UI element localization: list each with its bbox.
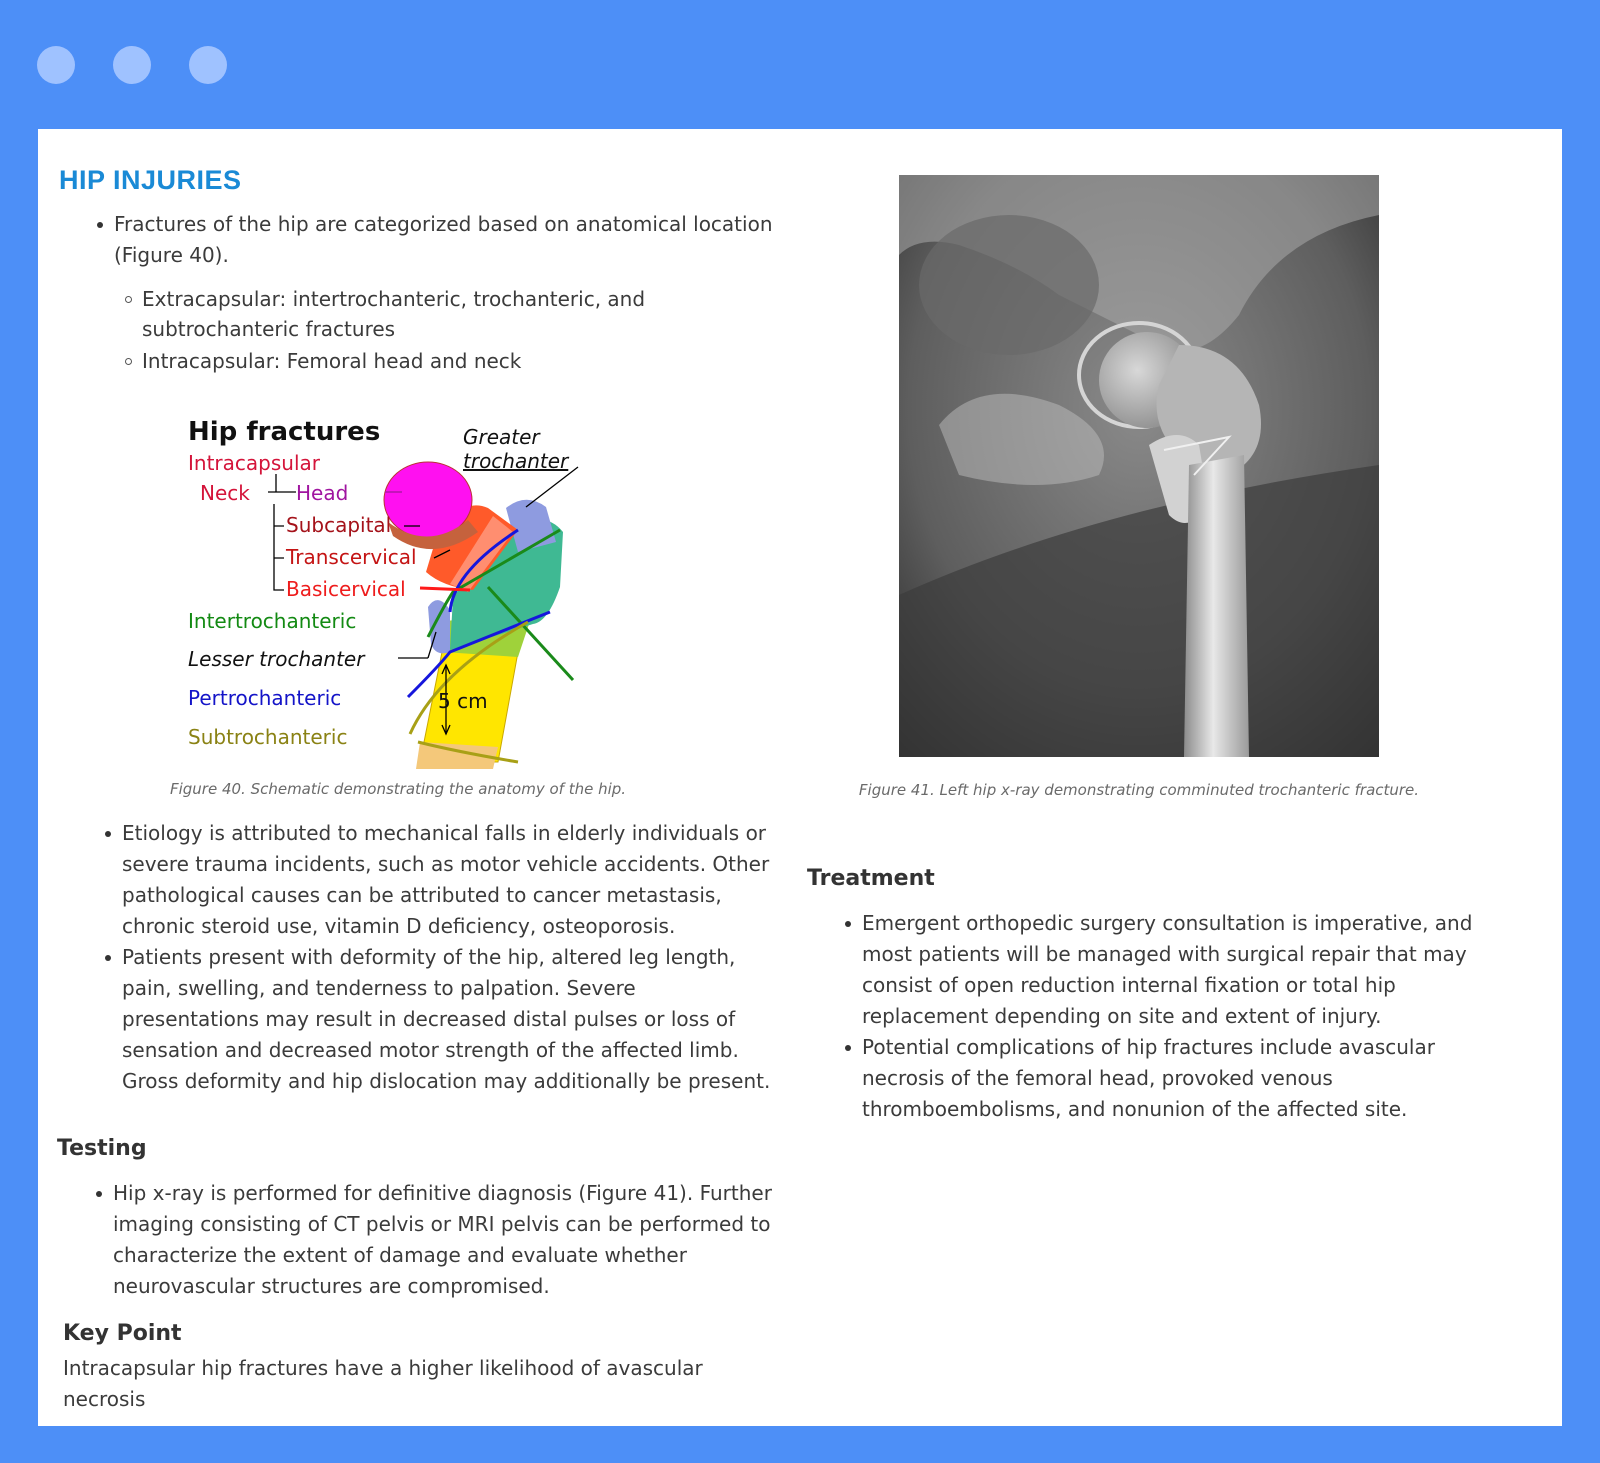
label-intracapsular: Intracapsular bbox=[188, 451, 320, 475]
label-subtrochanteric: Subtrochanteric bbox=[188, 725, 348, 749]
intro-sublist bbox=[142, 284, 662, 376]
key-point-heading: Key Point bbox=[63, 1321, 182, 1346]
label-greater: Greater bbox=[463, 425, 540, 449]
label-intertrochanteric: Intertrochanteric bbox=[188, 609, 357, 633]
list-item: Hip x-ray is performed for definitive diagnosis (Figure 41). Further imaging consisting of CT pelvis or MRI pelvis can be performed to characterize the extent of damage and evaluate whether neurovascular structures are compromised. bbox=[113, 1178, 773, 1302]
schematic-title: Hip fractures bbox=[188, 417, 381, 447]
label-trochanter: trochanter bbox=[463, 449, 569, 473]
label-neck: Neck bbox=[200, 481, 250, 505]
list-item: Intracapsular: Femoral head and neck bbox=[142, 346, 662, 376]
document-page bbox=[38, 129, 1562, 1426]
xray-obturator bbox=[919, 215, 1099, 355]
list-item: Etiology is attributed to mechanical falls in elderly individuals or severe trauma incidents, such as motor vehicle accidents. Other pathological causes can be attributed to cancer metastasis, chronic steroid use, vitamin D deficiency, osteoporosis. bbox=[122, 818, 772, 942]
list-item: Emergent orthopedic surgery consultation is imperative, and most patients will be managed with surgical repair that may consist of open reduction internal fixation or total hip replacement depending on site and extent of injury. bbox=[862, 908, 1522, 1032]
label-transcervical: Transcervical bbox=[286, 545, 417, 569]
xray-femoral-shaft bbox=[1184, 455, 1249, 757]
figure-41-caption: Figure 41. Left hip x-ray demonstrating comminuted trochanteric fracture. bbox=[858, 781, 1420, 799]
label-basicervical: Basicervical bbox=[286, 577, 406, 601]
basicervical-line bbox=[420, 588, 470, 590]
hip-fracture-schematic bbox=[188, 412, 588, 769]
figure-40-caption: Figure 40. Schematic demonstrating the anatomy of the hip. bbox=[169, 780, 627, 798]
close-dot[interactable] bbox=[37, 46, 75, 84]
list-item: Fractures of the hip are categorized based on anatomical location (Figure 40). bbox=[114, 209, 774, 271]
maximize-dot[interactable] bbox=[189, 46, 227, 84]
list-item: Patients present with deformity of the hip, altered leg length, pain, swelling, and tenderness to palpation. Severe presentations may result in decreased distal pulses or loss of sensation and decreased motor strength of the affected limb. Gross deformity and hip dislocation may additionally be present. bbox=[122, 942, 772, 1097]
list-item: Potential complications of hip fractures include avascular necrosis of the femoral head, provoked venous thromboembolisms, and nonunion of the affected site. bbox=[862, 1032, 1522, 1125]
testing-heading: Testing bbox=[57, 1136, 147, 1161]
testing-list bbox=[113, 1178, 773, 1302]
label-pertrochanteric: Pertrochanteric bbox=[188, 686, 342, 710]
treatment-list bbox=[862, 908, 1522, 1125]
page-title: HIP INJURIES bbox=[59, 165, 242, 195]
treatment-heading: Treatment bbox=[807, 866, 935, 891]
list-item: Extracapsular: intertrochanteric, trochanteric, and subtrochanteric fractures bbox=[142, 284, 662, 344]
label-lesser-trochanter: Lesser trochanter bbox=[188, 647, 365, 671]
intro-list bbox=[114, 209, 774, 271]
key-point-text: Intracapsular hip fractures have a higher likelihood of avascular necrosis bbox=[63, 1356, 703, 1411]
label-subcapital: Subcapital bbox=[286, 513, 392, 537]
label-5cm: 5 cm bbox=[438, 689, 488, 713]
minimize-dot[interactable] bbox=[113, 46, 151, 84]
hip-xray-image bbox=[899, 175, 1379, 757]
label-head: Head bbox=[296, 481, 349, 505]
etiology-list bbox=[122, 818, 772, 1097]
